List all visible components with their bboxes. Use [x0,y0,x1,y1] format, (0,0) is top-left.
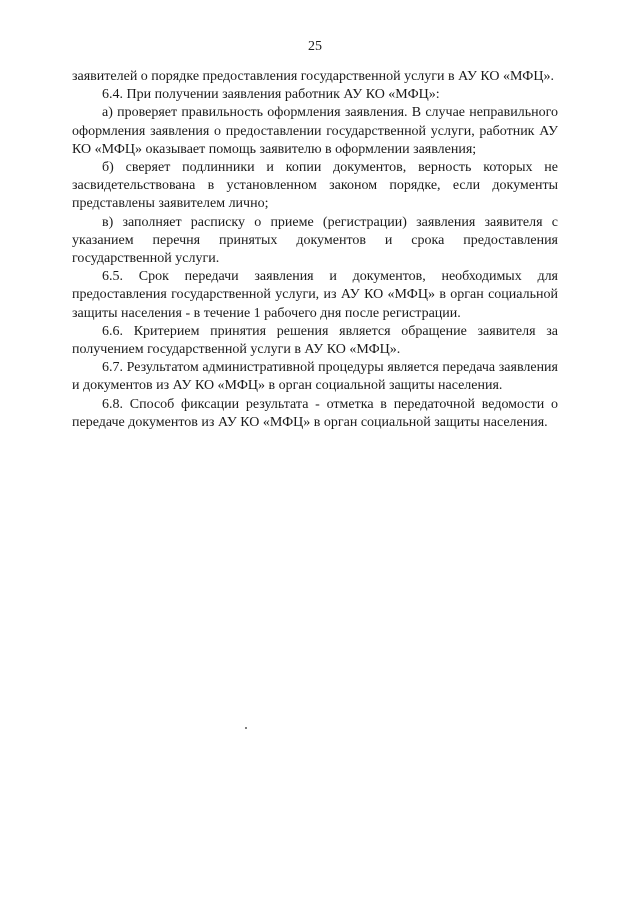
paragraph-6-6: 6.6. Критерием принятия решения является обращение заявителя за получением государственной услуги в АУ КО «МФЦ». [72,323,558,358]
paragraph-6-7: 6.7. Результатом административной процедуры является передача заявления и документов из АУ КО «МФЦ» в орган социальной защиты населения. [72,360,558,394]
paragraph-6-5: 6.5. Срок передачи заявления и документов, необходимых для предоставления государственной услуги, из АУ КО «МФЦ» в орган социальной защиты населения - в течение 1 рабочего дня после регистрации. [72,269,558,321]
scan-speck [245,727,247,729]
paragraph-6-4-v: в) заполняет расписку о приеме (регистрации) заявления заявителя с указанием перечня принятых документов и срока предоставления государственной услуги. [72,214,558,267]
paragraph-6-4: 6.4. При получении заявления работник АУ КО «МФЦ»: [102,87,440,103]
paragraph-6-8: 6.8. Способ фиксации результата - отметка в передаточной ведомости о передаче документов из АУ КО «МФЦ» в орган социальной защиты населения. [72,396,558,430]
paragraph-6-4-b: б) сверяет подлинники и копии документов, верность которых не засвидетельствована в установленном законом порядке, если документы представлены заявителем лично; [72,160,558,212]
paragraph-continuation: заявителей о порядке предоставления государственной услуги в АУ КО «МФЦ». [72,69,554,84]
document-page [72,38,558,432]
page-number: 25 [308,39,322,54]
paragraph-6-4-a: а) проверяет правильность оформления заявления. В случае неправильного оформления заявления о предоставлении государственной услуги, работник АУ КО «МФЦ» оказывает помощь заявителю в оформлении заявления; [72,105,558,157]
